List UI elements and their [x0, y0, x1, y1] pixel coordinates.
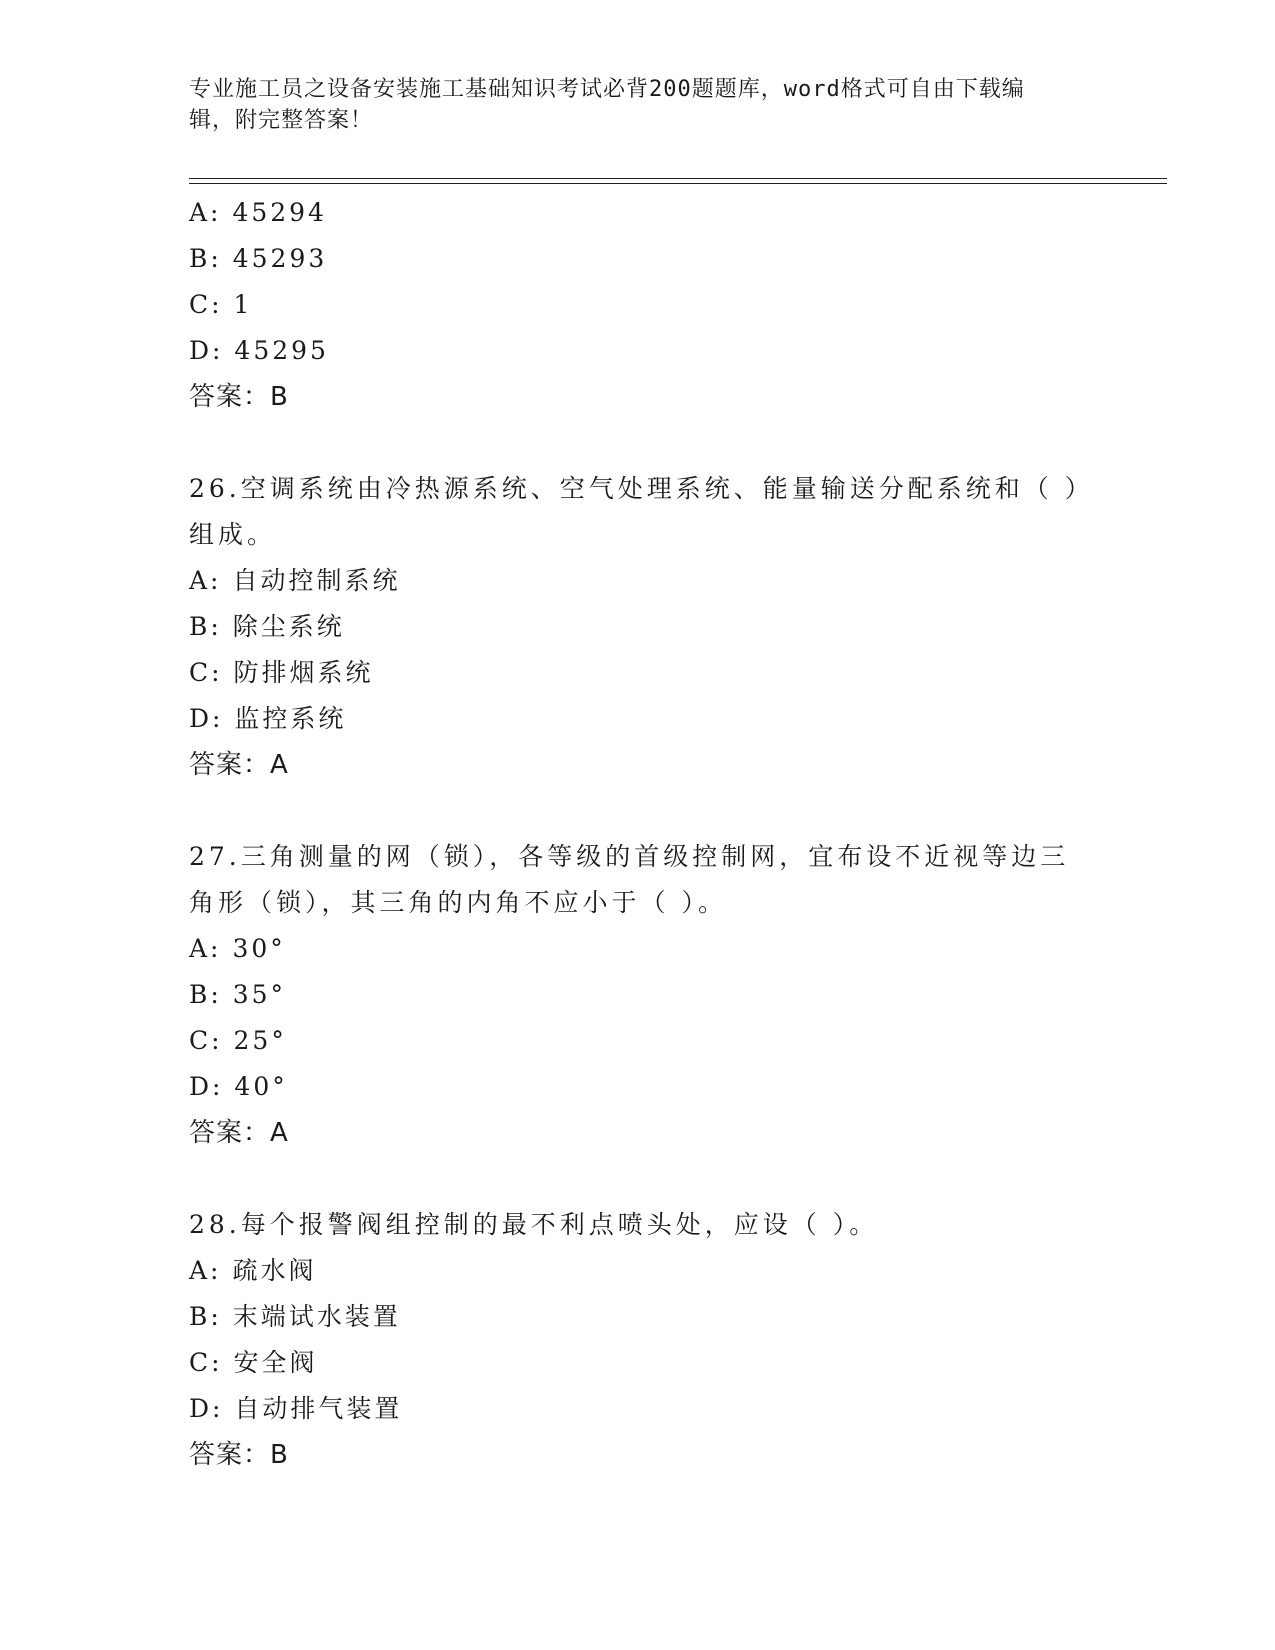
option-b	[189, 604, 1089, 650]
option-c	[189, 1018, 1089, 1064]
option-text: 30°	[232, 934, 286, 963]
option-label: D:	[189, 1072, 224, 1101]
option-label: D:	[189, 704, 224, 733]
option-label: C:	[189, 1026, 223, 1055]
option-label: B:	[189, 980, 222, 1009]
option-label: C:	[189, 658, 223, 687]
option-text: 45293	[232, 244, 328, 273]
option-label: C:	[189, 1348, 223, 1377]
option-a	[189, 926, 1089, 972]
option-label: A:	[189, 934, 222, 963]
option-text: 安全阀	[233, 1348, 318, 1377]
header-divider-top	[189, 178, 1167, 179]
option-text: 除尘系统	[232, 612, 345, 641]
question-text: 28.每个报警阀组控制的最不利点喷头处，应设（ ）。	[189, 1210, 879, 1239]
option-label: A:	[189, 566, 222, 595]
question-list	[189, 190, 1089, 1478]
option-label: A:	[189, 198, 222, 227]
option-b	[189, 972, 1089, 1018]
answer-line: 答案：A	[189, 750, 289, 780]
option-c	[189, 1340, 1089, 1386]
spacer	[189, 420, 1089, 466]
option-text: 35°	[232, 980, 287, 1009]
option-b	[189, 236, 1089, 282]
option-a	[189, 1248, 1089, 1294]
option-c	[189, 282, 1089, 328]
option-label: B:	[189, 1302, 222, 1331]
option-d	[189, 328, 1089, 374]
option-d	[189, 696, 1089, 742]
option-text: 45295	[234, 336, 329, 365]
answer-line: 答案：A	[189, 1118, 289, 1148]
option-text: 45294	[232, 198, 327, 227]
question-27	[189, 834, 1089, 1156]
spacer	[189, 1156, 1089, 1202]
document-header	[189, 74, 1069, 136]
option-label: B:	[189, 612, 222, 641]
option-label: C:	[189, 290, 223, 319]
header-divider-bottom	[189, 183, 1167, 184]
option-label: D:	[189, 336, 224, 365]
option-text: 疏水阀	[232, 1256, 317, 1285]
option-a	[189, 190, 1089, 236]
option-text: 自动排气装置	[234, 1394, 403, 1423]
option-a	[189, 558, 1089, 604]
option-label: A:	[189, 1256, 222, 1285]
option-text: 监控系统	[234, 704, 347, 733]
option-text: 末端试水装置	[232, 1302, 401, 1331]
option-text: 1	[233, 290, 253, 319]
option-label: B:	[189, 244, 222, 273]
option-text: 40°	[234, 1072, 288, 1101]
question-text: 26.空调系统由冷热源系统、空气处理系统、能量输送分配系统和（ ）组成。	[189, 474, 1082, 549]
header-title: 专业施工员之设备安装施工基础知识考试必背200题题库，word格式可自由下载编辑，附完整答案！	[189, 77, 1025, 133]
answer-line: 答案：B	[189, 1440, 289, 1470]
answer-line: 答案：B	[189, 382, 289, 412]
option-c	[189, 650, 1089, 696]
option-d	[189, 1064, 1089, 1110]
question-25-continued	[189, 190, 1089, 420]
question-28	[189, 1202, 1089, 1478]
option-b	[189, 1294, 1089, 1340]
option-text: 自动控制系统	[232, 566, 401, 595]
question-26	[189, 466, 1089, 788]
spacer	[189, 788, 1089, 834]
question-text: 27.三角测量的网（锁），各等级的首级控制网，宜布设不近视等边三角形（锁），其三角的内角不应小于（ ）。	[189, 842, 1070, 917]
option-text: 25°	[233, 1026, 287, 1055]
option-text: 防排烟系统	[233, 658, 374, 687]
option-d	[189, 1386, 1089, 1432]
option-label: D:	[189, 1394, 224, 1423]
